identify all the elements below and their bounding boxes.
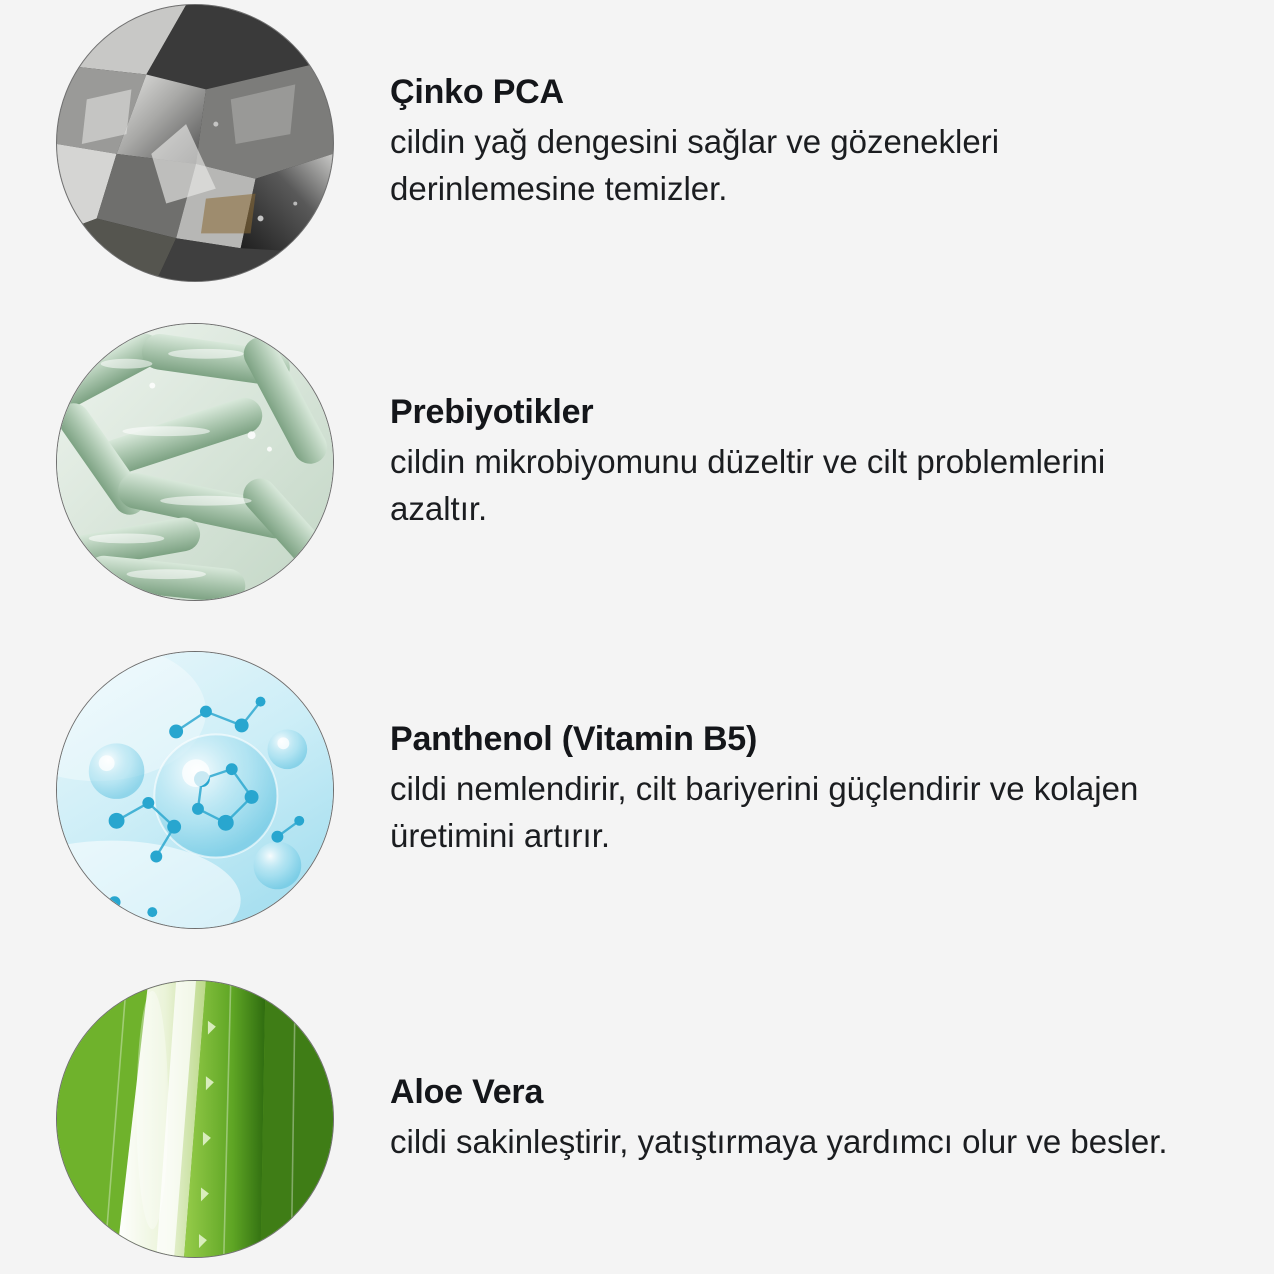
ingredient-title: Aloe Vera — [390, 1073, 544, 1112]
ingredient-text — [390, 1072, 1274, 1166]
panthenol-molecule-icon — [56, 651, 334, 929]
prebiotic-bacteria-icon — [56, 323, 334, 601]
ingredient-image-wrap — [0, 4, 390, 282]
ingredient-row — [0, 308, 1274, 618]
ingredient-image-wrap — [0, 980, 390, 1258]
aloe-vera-leaf-icon — [56, 980, 334, 1258]
ingredient-image-wrap — [0, 323, 390, 601]
ingredient-image-wrap — [0, 651, 390, 929]
ingredient-text — [390, 719, 1274, 860]
ingredient-description: cildi sakinleştirir, yatıştırmaya yardımcı olur ve besler. — [390, 1123, 1168, 1161]
ingredient-row — [0, 965, 1274, 1274]
ingredient-description: cildi nemlendirir, cilt bariyerini güçlendirir ve kolajen üretimini artırır. — [390, 770, 1139, 855]
ingredient-text — [390, 72, 1274, 213]
ingredient-row — [0, 0, 1274, 298]
ingredient-description: cildin mikrobiyomunu düzeltir ve cilt problemlerini azaltır. — [390, 442, 1106, 527]
zinc-mineral-icon — [56, 4, 334, 282]
ingredient-description: cildin yağ dengesini sağlar ve gözenekleri derinlemesine temizler. — [390, 123, 1000, 208]
ingredient-title: Prebiyotikler — [390, 392, 594, 431]
ingredient-row — [0, 635, 1274, 945]
ingredient-title: Çinko PCA — [390, 73, 564, 112]
ingredient-text — [390, 392, 1274, 533]
ingredient-title: Panthenol (Vitamin B5) — [390, 720, 758, 759]
